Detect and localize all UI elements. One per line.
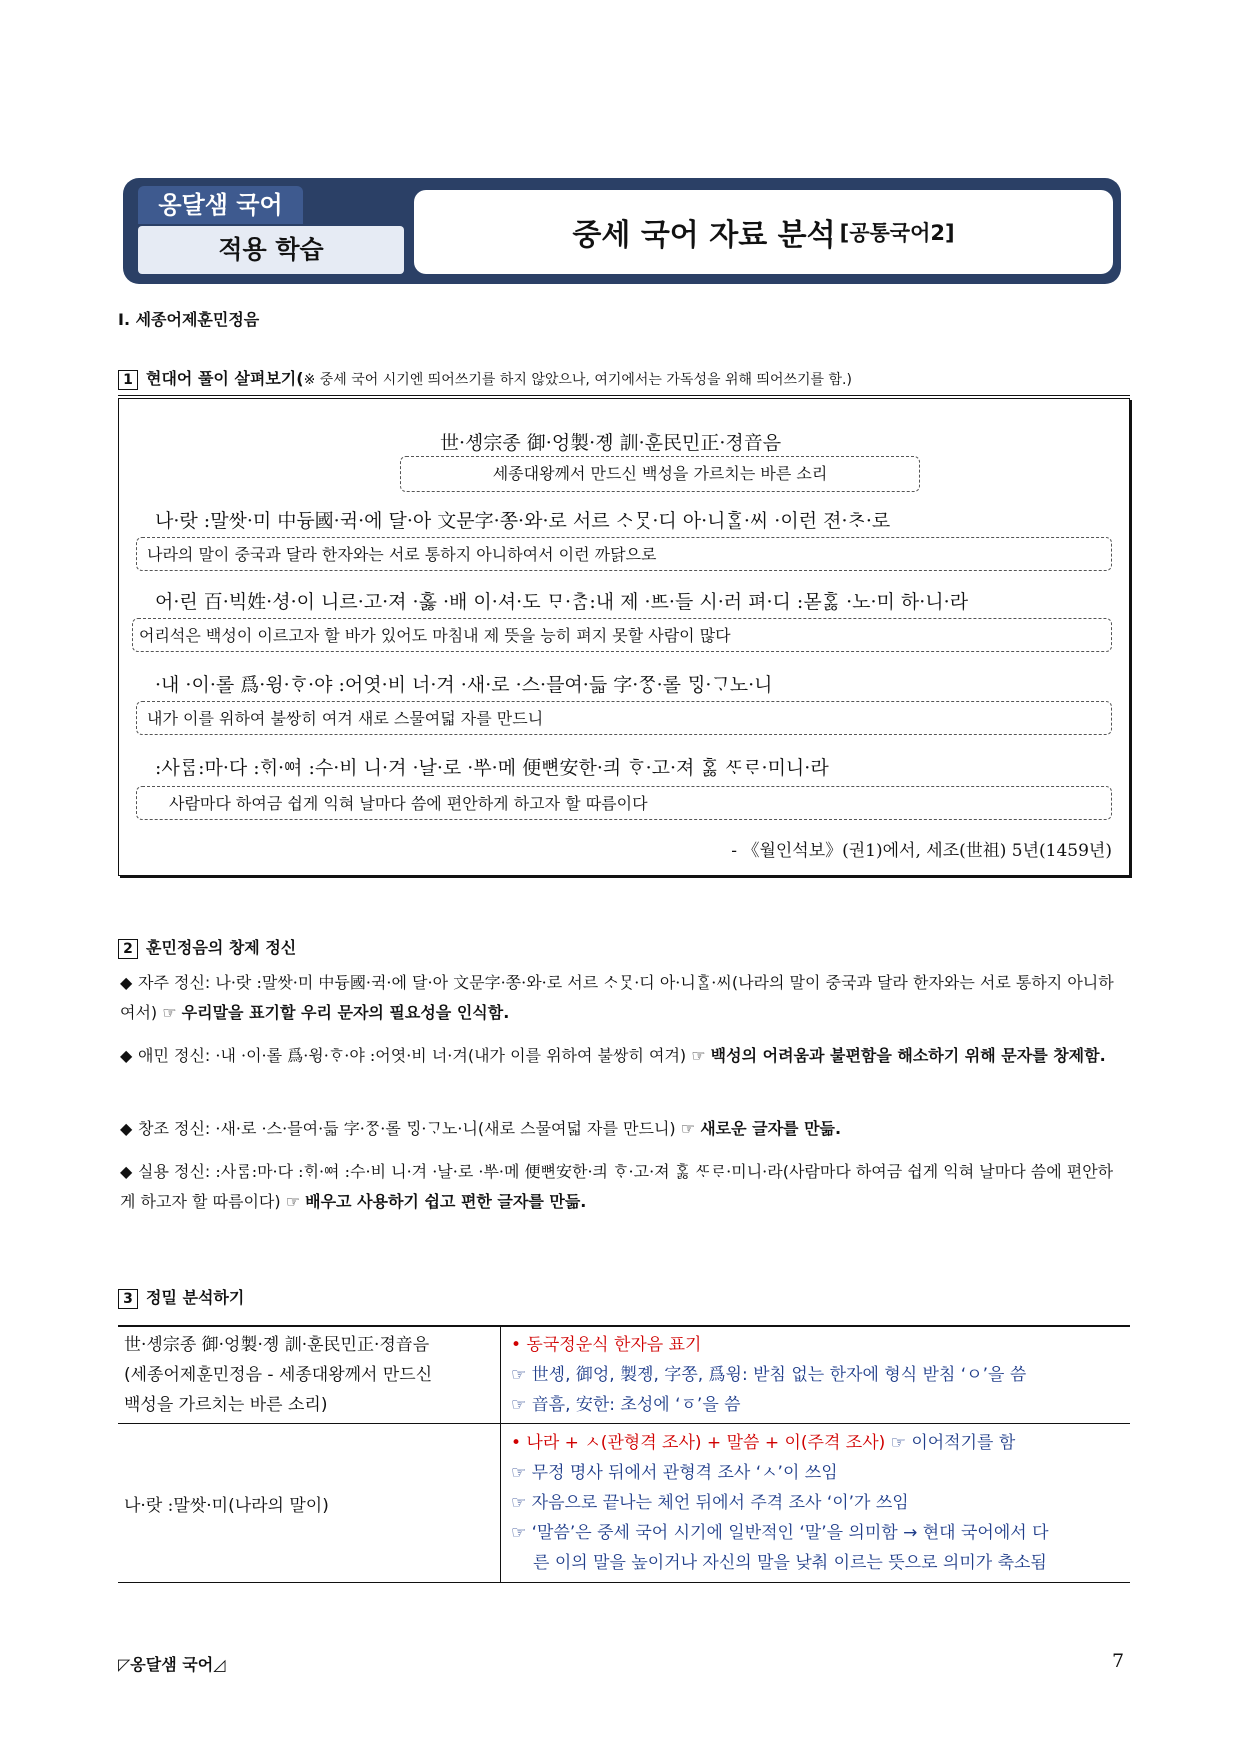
bullet-explanation: (나라의 말이 중국과 달라 한자와는 서로 통하지 아니하여서) ☞	[120, 973, 1114, 1022]
header-subtitle: 적용 학습	[138, 226, 404, 274]
bullet-middle-korean: :사ᄅᆞᆷ:마·다 :ᄒᆡ·ᅇᅧ :수·비 니·겨 ·날·로 ·ᄡᅮ·메 便뼌安한·킈 ᄒᆞ·고·져 ᄒᆞᇙ ᄯᆞᄅᆞ·미니·라	[215, 1162, 783, 1181]
diamond-bullet-icon: ◆	[120, 1046, 133, 1065]
bullet-emphasis: 배우고 사용하기 쉽고 편한 글자를 만듦.	[305, 1192, 587, 1211]
bullet-middle-korean: ·새·로 ·스·믈여·듧 字·ᄍᆞᆼ·롤 ᄆᆡᇰ·ᄀᆞ노·니	[215, 1119, 478, 1138]
bullet-explanation: (새로 스물여덟 자를 만드니) ☞	[477, 1119, 701, 1138]
cell-line: ☞ ‘말씀’은 중세 국어 시기에 일반적인 ‘말’을 의미함 → 현대 국어에서 다	[511, 1523, 1049, 1543]
source-citation: - 《월인석보》(권1)에서, 세조(世祖) 5년(1459년)	[731, 841, 1112, 861]
diamond-bullet-icon: ◆	[120, 1162, 133, 1181]
part3-number: 3	[118, 1289, 138, 1309]
cell-line: ☞ 音흠, 安한: 초성에 ‘ㆆ’을 씀	[511, 1395, 741, 1415]
page-number: 7	[1112, 1650, 1125, 1672]
translation-line: 사람마다 하여금 쉽게 익혀 날마다 씀에 편안하게 하고자 할 따름이다	[136, 786, 1112, 820]
translation-line: 나라의 말이 중국과 달라 한자와는 서로 통하지 아니하여서 이런 까닭으로	[136, 537, 1112, 571]
bullet-label: 창조 정신:	[138, 1119, 216, 1138]
translation-line: 어리석은 백성이 이르고자 할 바가 있어도 마침내 제 뜻을 능히 펴지 못할 사람이 많다	[132, 618, 1112, 652]
footer-brand: ◸옹달샘 국어◿	[118, 1655, 226, 1674]
cell-explanation: (나라의 말이)	[228, 1495, 329, 1516]
part1-title: 현대어 풀이 살펴보기(	[146, 369, 304, 388]
divider	[118, 395, 1130, 396]
subject-tag: [공통국어2]	[839, 221, 955, 245]
part3-heading	[118, 1285, 244, 1309]
cell-line: 른 이의 말을 높이거나 자신의 말을 낮춰 이르는 뜻으로 의미가 축소됨	[533, 1553, 1047, 1573]
list-item	[120, 1157, 1120, 1217]
part2-title: 훈민정음의 창제 정신	[146, 938, 297, 957]
part1-number: 1	[118, 370, 138, 390]
table-row	[118, 1326, 1130, 1424]
part1-note: ※ 중세 국어 시기엔 띄어쓰기를 하지 않았으나, 여기에서는 가독성을 위해 띄어쓰기를 함.)	[303, 372, 852, 388]
bullet-middle-korean: 나·랏 :말쌋·미 中듕國·귁·에 달·아 文문字·쫑·와·로 서르 ᄉᆞᄆᆞᆺ·디 아·니ᄒᆞᆯ·씨	[215, 973, 732, 992]
diamond-bullet-icon: ◆	[120, 973, 133, 992]
table-row	[118, 1424, 1130, 1583]
list-item	[120, 1114, 1120, 1144]
middle-korean-line: 어·린 百·빅姓·셩·이 니르·고·져 ·홇 ·배 이·셔·도 ᄆᆞ·ᄎᆞᆷ:내 제 ·ᄠᅳ·들 시·러 펴·디 :몯ᄒᆞᇙ ·노·미 하·니·라	[155, 591, 969, 613]
table-cell	[118, 1424, 501, 1583]
bullet-explanation: (사람마다 하여금 쉽게 익혀 날마다 씀에 편안하게 하고자 할 따름이다) ☞	[120, 1162, 1114, 1211]
page-title: 중세 국어 자료 분석	[572, 218, 836, 253]
bullet-label: 실용 정신:	[138, 1162, 216, 1181]
part1-heading	[118, 366, 852, 390]
translation-line: 내가 이를 위하여 불쌍히 여겨 새로 스물여덟 자를 만드니	[136, 701, 1112, 735]
table-cell	[501, 1326, 1131, 1424]
table-cell	[501, 1424, 1131, 1583]
middle-korean-line: 나·랏 :말쌋·미 中듕國·귁·에 달·아 文문字·쫑·와·로 서르 ᄉᆞᄆᆞᆺ·디 아·니ᄒᆞᆯ·씨 ·이런 젼·ᄎᆞ·로	[155, 510, 891, 532]
bullet-middle-korean: ·내 ·이·롤 爲·윙·ᄒᆞ·야 :어엿·비 너·겨	[215, 1046, 468, 1065]
brand-tag: 옹달샘 국어	[138, 186, 303, 224]
cell-line: (세종어제훈민정음 - 세종대왕께서 만드신	[124, 1365, 433, 1385]
bullet-explanation: (내가 이를 위하여 불쌍히 여겨) ☞	[467, 1046, 711, 1065]
bullet-emphasis: 새로운 글자를 만듦.	[700, 1119, 842, 1138]
bullet-label: 애민 정신:	[138, 1046, 216, 1065]
cell-line: ☞ 世솅, 御엉, 製졩, 字쫑, 爲윙: 받침 없는 한자에 형식 받침 ‘ㅇ’을 씀	[511, 1365, 1027, 1385]
cell-red-text: • 나라 + ㅅ(관형격 조사) + 말씀 + 이(주격 조사)	[511, 1433, 891, 1453]
cell-middle-korean: 나·랏 :말쌋·미	[124, 1495, 229, 1516]
middle-korean-line: ·내 ·이·롤 爲·윙·ᄒᆞ·야 :어엿·비 너·겨 ·새·로 ·스·믈여·듧 字·ᄍᆞᆼ·롤 ᄆᆡᇰ·ᄀᆞ노·니	[155, 674, 773, 696]
header-title-box	[414, 190, 1113, 274]
section-heading: Ⅰ. 세종어제훈민정음	[118, 310, 260, 329]
bullet-emphasis: 우리말을 표기할 우리 문자의 필요성을 인식함.	[181, 1003, 510, 1022]
analysis-table	[118, 1325, 1130, 1583]
title-translation: 세종대왕께서 만드신 백성을 가르치는 바른 소리	[400, 456, 920, 492]
table-cell	[118, 1326, 501, 1424]
bullet-label: 자주 정신:	[138, 973, 216, 992]
list-item	[120, 1041, 1120, 1071]
cell-blue-text: ☞ 이어적기를 함	[890, 1433, 1016, 1453]
cell-line: ☞ 자음으로 끝나는 체언 뒤에서 주격 조사 ‘이’가 쓰임	[511, 1493, 909, 1513]
diamond-bullet-icon: ◆	[120, 1119, 133, 1138]
cell-line: • 동국정운식 한자음 표기	[511, 1335, 702, 1355]
cell-line: 백성을 가르치는 바른 소리)	[124, 1395, 328, 1415]
middle-korean-title: 世·솅宗종 御·엉製·졩 訓·훈民민正·졍音음	[440, 432, 782, 454]
cell-line	[511, 1428, 1120, 1458]
bullet-emphasis: 백성의 어려움과 불편함을 해소하기 위해 문자를 창제함.	[710, 1046, 1106, 1065]
list-item	[120, 968, 1120, 1028]
cell-line: ☞ 무정 명사 뒤에서 관형격 조사 ‘ㅅ’이 쓰임	[511, 1463, 838, 1483]
part2-heading	[118, 935, 296, 959]
part2-number: 2	[118, 939, 138, 959]
middle-korean-line: :사ᄅᆞᆷ:마·다 :ᄒᆡ·ᅇᅧ :수·비 니·겨 ·날·로 ·ᄡᅮ·메 便뼌安한·킈 ᄒᆞ·고·져 ᄒᆞᇙ ᄯᆞᄅᆞ·미니·라	[155, 757, 829, 779]
cell-line: 世·솅宗종 御·엉製·졩 訓·훈民민正·졍音음	[124, 1335, 430, 1355]
part3-title: 정밀 분석하기	[146, 1288, 245, 1307]
